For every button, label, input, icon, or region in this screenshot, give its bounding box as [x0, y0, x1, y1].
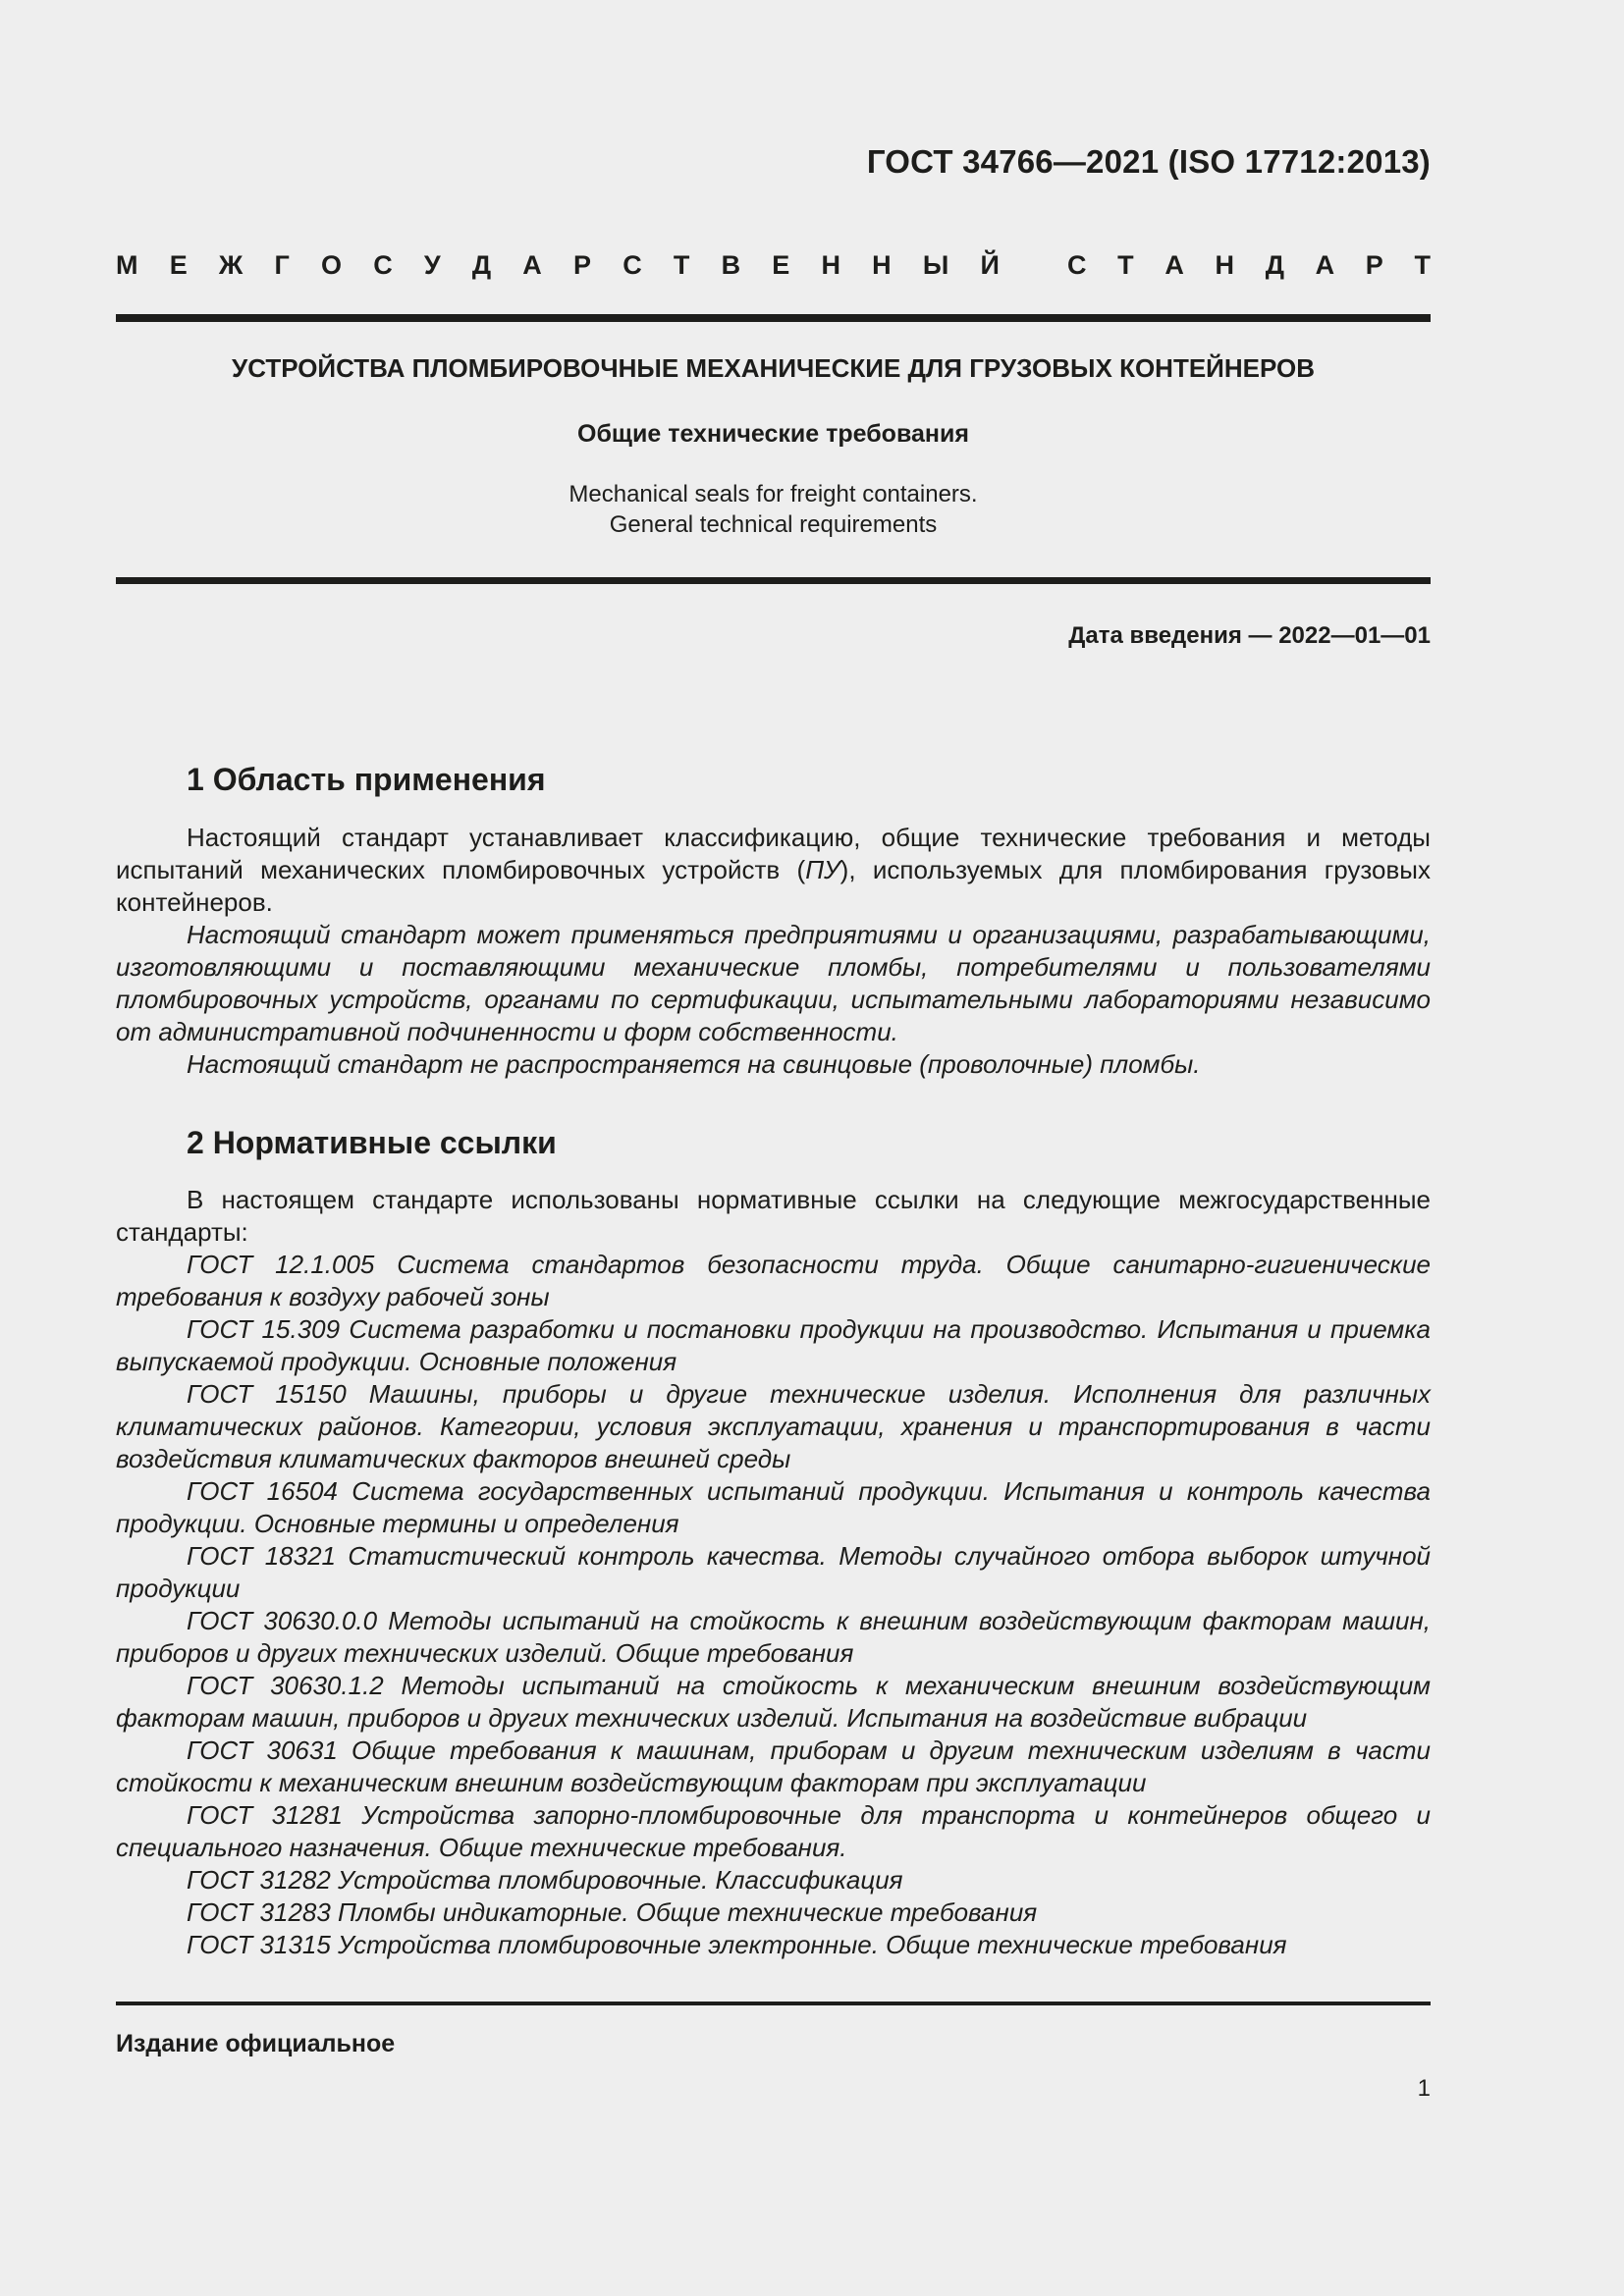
top-divider: [116, 314, 1431, 322]
reference-item: ГОСТ 31283 Пломбы индикаторные. Общие технические требования: [187, 1897, 1038, 1927]
gost-number: ГОСТ 34766—2021 (ISO 17712:2013): [866, 143, 1431, 180]
document-subtitle: Общие технические требования: [577, 420, 969, 448]
document-title: УСТРОЙСТВА ПЛОМБИРОВОЧНЫЕ МЕХАНИЧЕСКИЕ ДЛЯ ГРУЗОВЫХ КОНТЕЙНЕРОВ: [232, 353, 1315, 383]
footer-divider: [116, 2002, 1431, 2005]
reference-item: ГОСТ 31281 Устройства запорно-пломбировочные для транспорта и контейнеров общего и специального назначения. Общие технические требования.: [116, 1800, 1431, 1862]
middle-divider: [116, 577, 1431, 584]
reference-item: ГОСТ 30630.1.2 Методы испытаний на стойкость к механическим внешним воздействующим факторам машин, приборов и других технических изделий. Испытания на воздействие вибрации: [116, 1671, 1431, 1733]
abbreviation: ПУ: [805, 855, 840, 884]
introduction-date: Дата введения — 2022—01—01: [1068, 622, 1431, 649]
section-1-paragraph-2: Настоящий стандарт может применяться предприятиями и организациями, разрабатывающими, изготовляющими и поставляющими механические пломбы, потребителями и пользователями пломбировочных устройств, органами по сертификации, испытательными лабораториями независимо от административной подчиненности и форм собственности.: [116, 920, 1431, 1046]
reference-item: ГОСТ 15.309 Система разработки и постановки продукции на производство. Испытания и приемка выпускаемой продукции. Основные положения: [116, 1314, 1431, 1376]
official-edition-label: Издание официальное: [116, 2030, 396, 2057]
section-1-paragraph-1: [116, 822, 1431, 919]
section-2-body: [116, 1184, 1431, 1961]
page-number: 1: [1417, 2075, 1431, 2102]
reference-item: ГОСТ 18321 Статистический контроль качества. Методы случайного отбора выборок штучной продукции: [116, 1541, 1431, 1603]
reference-item: ГОСТ 30631 Общие требования к машинам, приборам и другим техническим изделиям в части стойкости к механическим внешним воздействующим факторам при эксплуатации: [116, 1735, 1431, 1797]
reference-item: ГОСТ 31282 Устройства пломбировочные. Классификация: [187, 1865, 903, 1895]
paragraph-text: ), используемых для пломбирования грузовых контейнеров.: [116, 855, 1431, 917]
reference-item: ГОСТ 31315 Устройства пломбировочные электронные. Общие технические требования: [187, 1930, 1287, 1959]
section-2-intro: В настоящем стандарте использованы нормативные ссылки на следующие межгосударственные стандарты:: [116, 1185, 1431, 1247]
section-1-heading: 1 Область применения: [187, 762, 546, 797]
interstate-word: М Е Ж Г О С У Д А Р С Т В Е Н Н Ы Й: [116, 250, 1000, 280]
reference-item: ГОСТ 15150 Машины, приборы и другие технические изделия. Исполнения для различных климатических районов. Категории, условия эксплуатации, хранения и транспортирования в части воздействия климатических факторов внешней среды: [116, 1379, 1431, 1473]
section-2-heading: 2 Нормативные ссылки: [187, 1125, 557, 1160]
reference-item: ГОСТ 12.1.005 Система стандартов безопасности труда. Общие санитарно-гигиенические требования к воздуху рабочей зоны: [116, 1250, 1431, 1311]
interstate-standard-label: [116, 250, 1431, 281]
reference-item: ГОСТ 16504 Система государственных испытаний продукции. Испытания и контроль качества продукции. Основные термины и определения: [116, 1476, 1431, 1538]
section-1-body: [116, 822, 1431, 1081]
paragraph-text: Настоящий стандарт устанавливает классификацию, общие технические требования и методы испытаний механических пломбировочных устройств (: [116, 823, 1431, 884]
english-title-line-1: Mechanical seals for freight containers.: [568, 481, 978, 507]
document-page: [116, 0, 1431, 2296]
standard-word: С Т А Н Д А Р Т: [1067, 250, 1431, 280]
reference-item: ГОСТ 30630.0.0 Методы испытаний на стойкость к внешним воздействующим факторам машин, приборов и других технических изделий. Общие требования: [116, 1606, 1431, 1668]
section-1-paragraph-3: Настоящий стандарт не распространяется на свинцовые (проволочные) пломбы.: [187, 1049, 1201, 1079]
english-title: [116, 479, 1431, 540]
english-title-line-2: General technical requirements: [609, 511, 938, 538]
